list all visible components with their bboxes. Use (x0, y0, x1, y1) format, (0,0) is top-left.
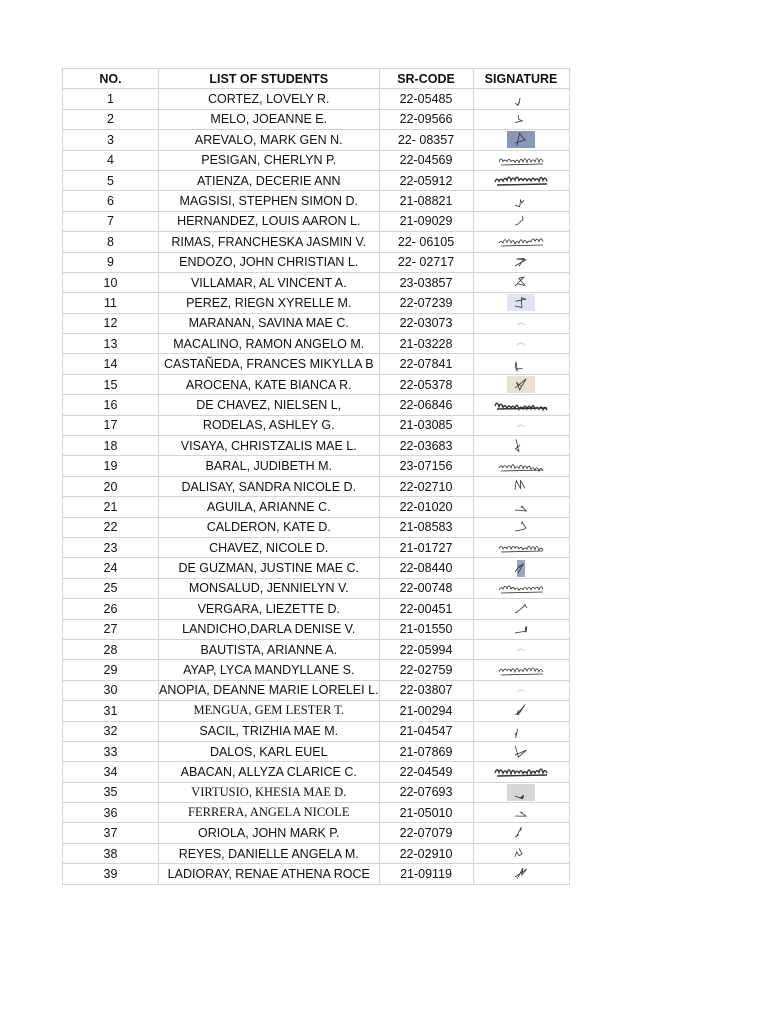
signature-mark (489, 152, 553, 169)
signature-cell (473, 313, 569, 333)
signature-mark (489, 213, 553, 230)
table-row (63, 354, 570, 374)
row-number: 3 (63, 130, 159, 150)
student-signature-sheet (62, 68, 570, 885)
table-row (63, 272, 570, 292)
row-number: 25 (63, 578, 159, 598)
signature-cell (473, 721, 569, 741)
student-name: AYAP, LYCA MANDYLLANE S. (159, 660, 380, 680)
signature-cell (473, 558, 569, 578)
table-row (63, 680, 570, 700)
row-number: 11 (63, 293, 159, 313)
sr-code: 21-07869 (379, 741, 473, 761)
table-row (63, 89, 570, 109)
student-name: CHAVEZ, NICOLE D. (159, 537, 380, 557)
table-row (63, 150, 570, 170)
signature-mark (489, 498, 553, 515)
signature-cell (473, 537, 569, 557)
signature-cell (473, 639, 569, 659)
signature-cell (473, 415, 569, 435)
header-no: NO. (63, 69, 159, 89)
row-number: 1 (63, 89, 159, 109)
row-number: 8 (63, 232, 159, 252)
header-row (63, 69, 570, 89)
row-number: 6 (63, 191, 159, 211)
table-row (63, 762, 570, 782)
row-number: 19 (63, 456, 159, 476)
sr-code: 21-04547 (379, 721, 473, 741)
student-name: LADIORAY, RENAE ATHENA ROCE (159, 864, 380, 884)
signature-mark (489, 356, 553, 373)
signature-mark (489, 274, 553, 291)
signature-mark (489, 233, 553, 250)
row-number: 23 (63, 537, 159, 557)
table-row (63, 843, 570, 863)
sr-code: 22-06846 (379, 395, 473, 415)
signature-mark (489, 315, 553, 332)
sr-code: 22-00748 (379, 578, 473, 598)
signature-cell (473, 762, 569, 782)
row-number: 28 (63, 639, 159, 659)
sr-code: 22-05485 (379, 89, 473, 109)
signature-mark (489, 519, 553, 536)
signature-mark (489, 743, 553, 760)
signature-cell (473, 782, 569, 802)
student-name: ANOPIA, DEANNE MARIE LORELEI L. (159, 680, 380, 700)
row-number: 31 (63, 701, 159, 721)
row-number: 32 (63, 721, 159, 741)
sr-code: 21-01727 (379, 537, 473, 557)
student-name: VILLAMAR, AL VINCENT A. (159, 272, 380, 292)
signature-mark (489, 621, 553, 638)
sr-code: 22-05378 (379, 374, 473, 394)
signature-cell (473, 456, 569, 476)
row-number: 27 (63, 619, 159, 639)
signature-cell (473, 660, 569, 680)
header-signature: SIGNATURE (473, 69, 569, 89)
signature-mark (489, 172, 553, 189)
student-name: PEREZ, RIEGN XYRELLE M. (159, 293, 380, 313)
table-row (63, 639, 570, 659)
signature-mark (489, 662, 553, 679)
row-number: 17 (63, 415, 159, 435)
signature-mark (489, 193, 553, 210)
signature-cell (473, 211, 569, 231)
sr-code: 22-05994 (379, 639, 473, 659)
header-sr-code: SR-CODE (379, 69, 473, 89)
signature-mark (489, 804, 553, 821)
sr-code: 22- 08357 (379, 130, 473, 150)
student-name: BAUTISTA, ARIANNE A. (159, 639, 380, 659)
signature-mark (489, 458, 553, 475)
signature-cell (473, 680, 569, 700)
student-name: DE GUZMAN, JUSTINE MAE C. (159, 558, 380, 578)
signature-cell (473, 701, 569, 721)
signature-cell (473, 599, 569, 619)
sr-code: 22-07693 (379, 782, 473, 802)
signature-cell (473, 823, 569, 843)
sr-code: 22-07239 (379, 293, 473, 313)
sr-code: 21-00294 (379, 701, 473, 721)
signature-mark (489, 763, 553, 780)
student-name: VIRTUSIO, KHESIA MAE D. (159, 782, 380, 802)
student-name: ABACAN, ALLYZA CLARICE C. (159, 762, 380, 782)
row-number: 24 (63, 558, 159, 578)
student-name: AREVALO, MARK GEN N. (159, 130, 380, 150)
student-name: VERGARA, LIEZETTE D. (159, 599, 380, 619)
sr-code: 22-04569 (379, 150, 473, 170)
sr-code: 21-09119 (379, 864, 473, 884)
signature-mark (489, 376, 553, 393)
sr-code: 22-07079 (379, 823, 473, 843)
sr-code: 21-03085 (379, 415, 473, 435)
signature-mark (489, 825, 553, 842)
row-number: 16 (63, 395, 159, 415)
student-name: MACALINO, RAMON ANGELO M. (159, 334, 380, 354)
table-row (63, 517, 570, 537)
table-row (63, 701, 570, 721)
sr-code: 22-08440 (379, 558, 473, 578)
table-row (63, 334, 570, 354)
row-number: 4 (63, 150, 159, 170)
signature-mark (489, 254, 553, 271)
student-name: BARAL, JUDIBETH M. (159, 456, 380, 476)
table-row (63, 130, 570, 150)
row-number: 30 (63, 680, 159, 700)
student-name: HERNANDEZ, LOUIS AARON L. (159, 211, 380, 231)
table-row (63, 782, 570, 802)
student-name: SACIL, TRIZHIA MAE M. (159, 721, 380, 741)
student-name: VISAYA, CHRISTZALIS MAE L. (159, 436, 380, 456)
sr-code: 21-01550 (379, 619, 473, 639)
signature-cell (473, 395, 569, 415)
row-number: 21 (63, 497, 159, 517)
sr-code: 22-03807 (379, 680, 473, 700)
table-row (63, 497, 570, 517)
sr-code: 22- 02717 (379, 252, 473, 272)
table-row (63, 415, 570, 435)
signature-cell (473, 334, 569, 354)
sr-code: 22- 06105 (379, 232, 473, 252)
row-number: 39 (63, 864, 159, 884)
sr-code: 22-02910 (379, 843, 473, 863)
signature-cell (473, 232, 569, 252)
table-row (63, 456, 570, 476)
signature-cell (473, 517, 569, 537)
signature-cell (473, 252, 569, 272)
sr-code: 23-07156 (379, 456, 473, 476)
signature-mark (489, 437, 553, 454)
table-row (63, 252, 570, 272)
student-name: DALOS, KARL EUEL (159, 741, 380, 761)
signature-cell (473, 374, 569, 394)
table-row (63, 170, 570, 190)
signature-mark (489, 845, 553, 862)
row-number: 33 (63, 741, 159, 761)
table-row (63, 395, 570, 415)
student-name: RIMAS, FRANCHESKA JASMIN V. (159, 232, 380, 252)
student-name: ATIENZA, DECERIE ANN (159, 170, 380, 190)
signature-cell (473, 803, 569, 823)
signature-cell (473, 89, 569, 109)
signature-mark (489, 600, 553, 617)
sr-code: 22-04549 (379, 762, 473, 782)
table-row (63, 436, 570, 456)
student-name: CORTEZ, LOVELY R. (159, 89, 380, 109)
row-number: 35 (63, 782, 159, 802)
sr-code: 21-08821 (379, 191, 473, 211)
sr-code: 22-07841 (379, 354, 473, 374)
header-list-of-students: LIST OF STUDENTS (159, 69, 380, 89)
row-number: 22 (63, 517, 159, 537)
signature-cell (473, 109, 569, 129)
row-number: 37 (63, 823, 159, 843)
signature-cell (473, 150, 569, 170)
signature-cell (473, 619, 569, 639)
signature-mark (489, 784, 553, 801)
row-number: 18 (63, 436, 159, 456)
sr-code: 22-02710 (379, 476, 473, 496)
signature-mark (489, 478, 553, 495)
table-row (63, 803, 570, 823)
signature-mark (489, 539, 553, 556)
student-name: REYES, DANIELLE ANGELA M. (159, 843, 380, 863)
row-number: 10 (63, 272, 159, 292)
table-row (63, 864, 570, 884)
table-row (63, 537, 570, 557)
signature-mark (489, 682, 553, 699)
signature-mark (489, 294, 553, 311)
sr-code: 22-01020 (379, 497, 473, 517)
signature-mark (489, 396, 553, 413)
sr-code: 21-08583 (379, 517, 473, 537)
table-row (63, 476, 570, 496)
row-number: 20 (63, 476, 159, 496)
student-name: MONSALUD, JENNIELYN V. (159, 578, 380, 598)
student-name: AROCENA, KATE BIANCA R. (159, 374, 380, 394)
signature-cell (473, 272, 569, 292)
sr-code: 23-03857 (379, 272, 473, 292)
signature-cell (473, 864, 569, 884)
signature-cell (473, 191, 569, 211)
signature-cell (473, 741, 569, 761)
signature-cell (473, 578, 569, 598)
student-name: RODELAS, ASHLEY G. (159, 415, 380, 435)
row-number: 2 (63, 109, 159, 129)
student-name: ORIOLA, JOHN MARK P. (159, 823, 380, 843)
signature-mark (489, 111, 553, 128)
student-name: MELO, JOEANNE E. (159, 109, 380, 129)
row-number: 12 (63, 313, 159, 333)
table-row (63, 109, 570, 129)
sr-code: 22-00451 (379, 599, 473, 619)
table-row (63, 721, 570, 741)
student-name: DE CHAVEZ, NIELSEN L, (159, 395, 380, 415)
sr-code: 22-02759 (379, 660, 473, 680)
table-row (63, 619, 570, 639)
signature-mark (489, 580, 553, 597)
sr-code: 22-03683 (379, 436, 473, 456)
row-number: 29 (63, 660, 159, 680)
table-row (63, 823, 570, 843)
student-name: CASTAÑEDA, FRANCES MIKYLLA B (159, 354, 380, 374)
sr-code: 21-03228 (379, 334, 473, 354)
signature-cell (473, 354, 569, 374)
signature-mark (489, 865, 553, 882)
signature-cell (473, 170, 569, 190)
signature-mark (489, 91, 553, 108)
sr-code: 22-03073 (379, 313, 473, 333)
table-row (63, 741, 570, 761)
student-name: MARANAN, SAVINA MAE C. (159, 313, 380, 333)
row-number: 14 (63, 354, 159, 374)
signature-cell (473, 436, 569, 456)
table-row (63, 558, 570, 578)
signature-mark (489, 417, 553, 434)
sr-code: 21-05010 (379, 803, 473, 823)
student-name: MENGUA, GEM LESTER T. (159, 701, 380, 721)
table-row (63, 578, 570, 598)
row-number: 38 (63, 843, 159, 863)
row-number: 5 (63, 170, 159, 190)
signature-mark (489, 560, 553, 577)
sr-code: 22-05912 (379, 170, 473, 190)
row-number: 26 (63, 599, 159, 619)
table-row (63, 232, 570, 252)
student-name: DALISAY, SANDRA NICOLE D. (159, 476, 380, 496)
signature-mark (489, 131, 553, 148)
table-row (63, 374, 570, 394)
student-name: PESIGAN, CHERLYN P. (159, 150, 380, 170)
signature-cell (473, 293, 569, 313)
row-number: 13 (63, 334, 159, 354)
signature-cell (473, 497, 569, 517)
table-row (63, 293, 570, 313)
student-rows (63, 89, 570, 884)
table-row (63, 599, 570, 619)
row-number: 36 (63, 803, 159, 823)
student-name: AGUILA, ARIANNE C. (159, 497, 380, 517)
signature-mark (489, 641, 553, 658)
table-row (63, 660, 570, 680)
row-number: 7 (63, 211, 159, 231)
sr-code: 21-09029 (379, 211, 473, 231)
row-number: 9 (63, 252, 159, 272)
student-name: LANDICHO,DARLA DENISE V. (159, 619, 380, 639)
table-row (63, 191, 570, 211)
sr-code: 22-09566 (379, 109, 473, 129)
signature-cell (473, 843, 569, 863)
signature-cell (473, 476, 569, 496)
student-name: FERRERA, ANGELA NICOLE (159, 803, 380, 823)
table-row (63, 211, 570, 231)
student-name: ENDOZO, JOHN CHRISTIAN L. (159, 252, 380, 272)
table-row (63, 313, 570, 333)
signature-mark (489, 335, 553, 352)
row-number: 34 (63, 762, 159, 782)
student-name: CALDERON, KATE D. (159, 517, 380, 537)
row-number: 15 (63, 374, 159, 394)
signature-mark (489, 723, 553, 740)
student-name: MAGSISI, STEPHEN SIMON D. (159, 191, 380, 211)
signature-mark (489, 702, 553, 719)
signature-cell (473, 130, 569, 150)
